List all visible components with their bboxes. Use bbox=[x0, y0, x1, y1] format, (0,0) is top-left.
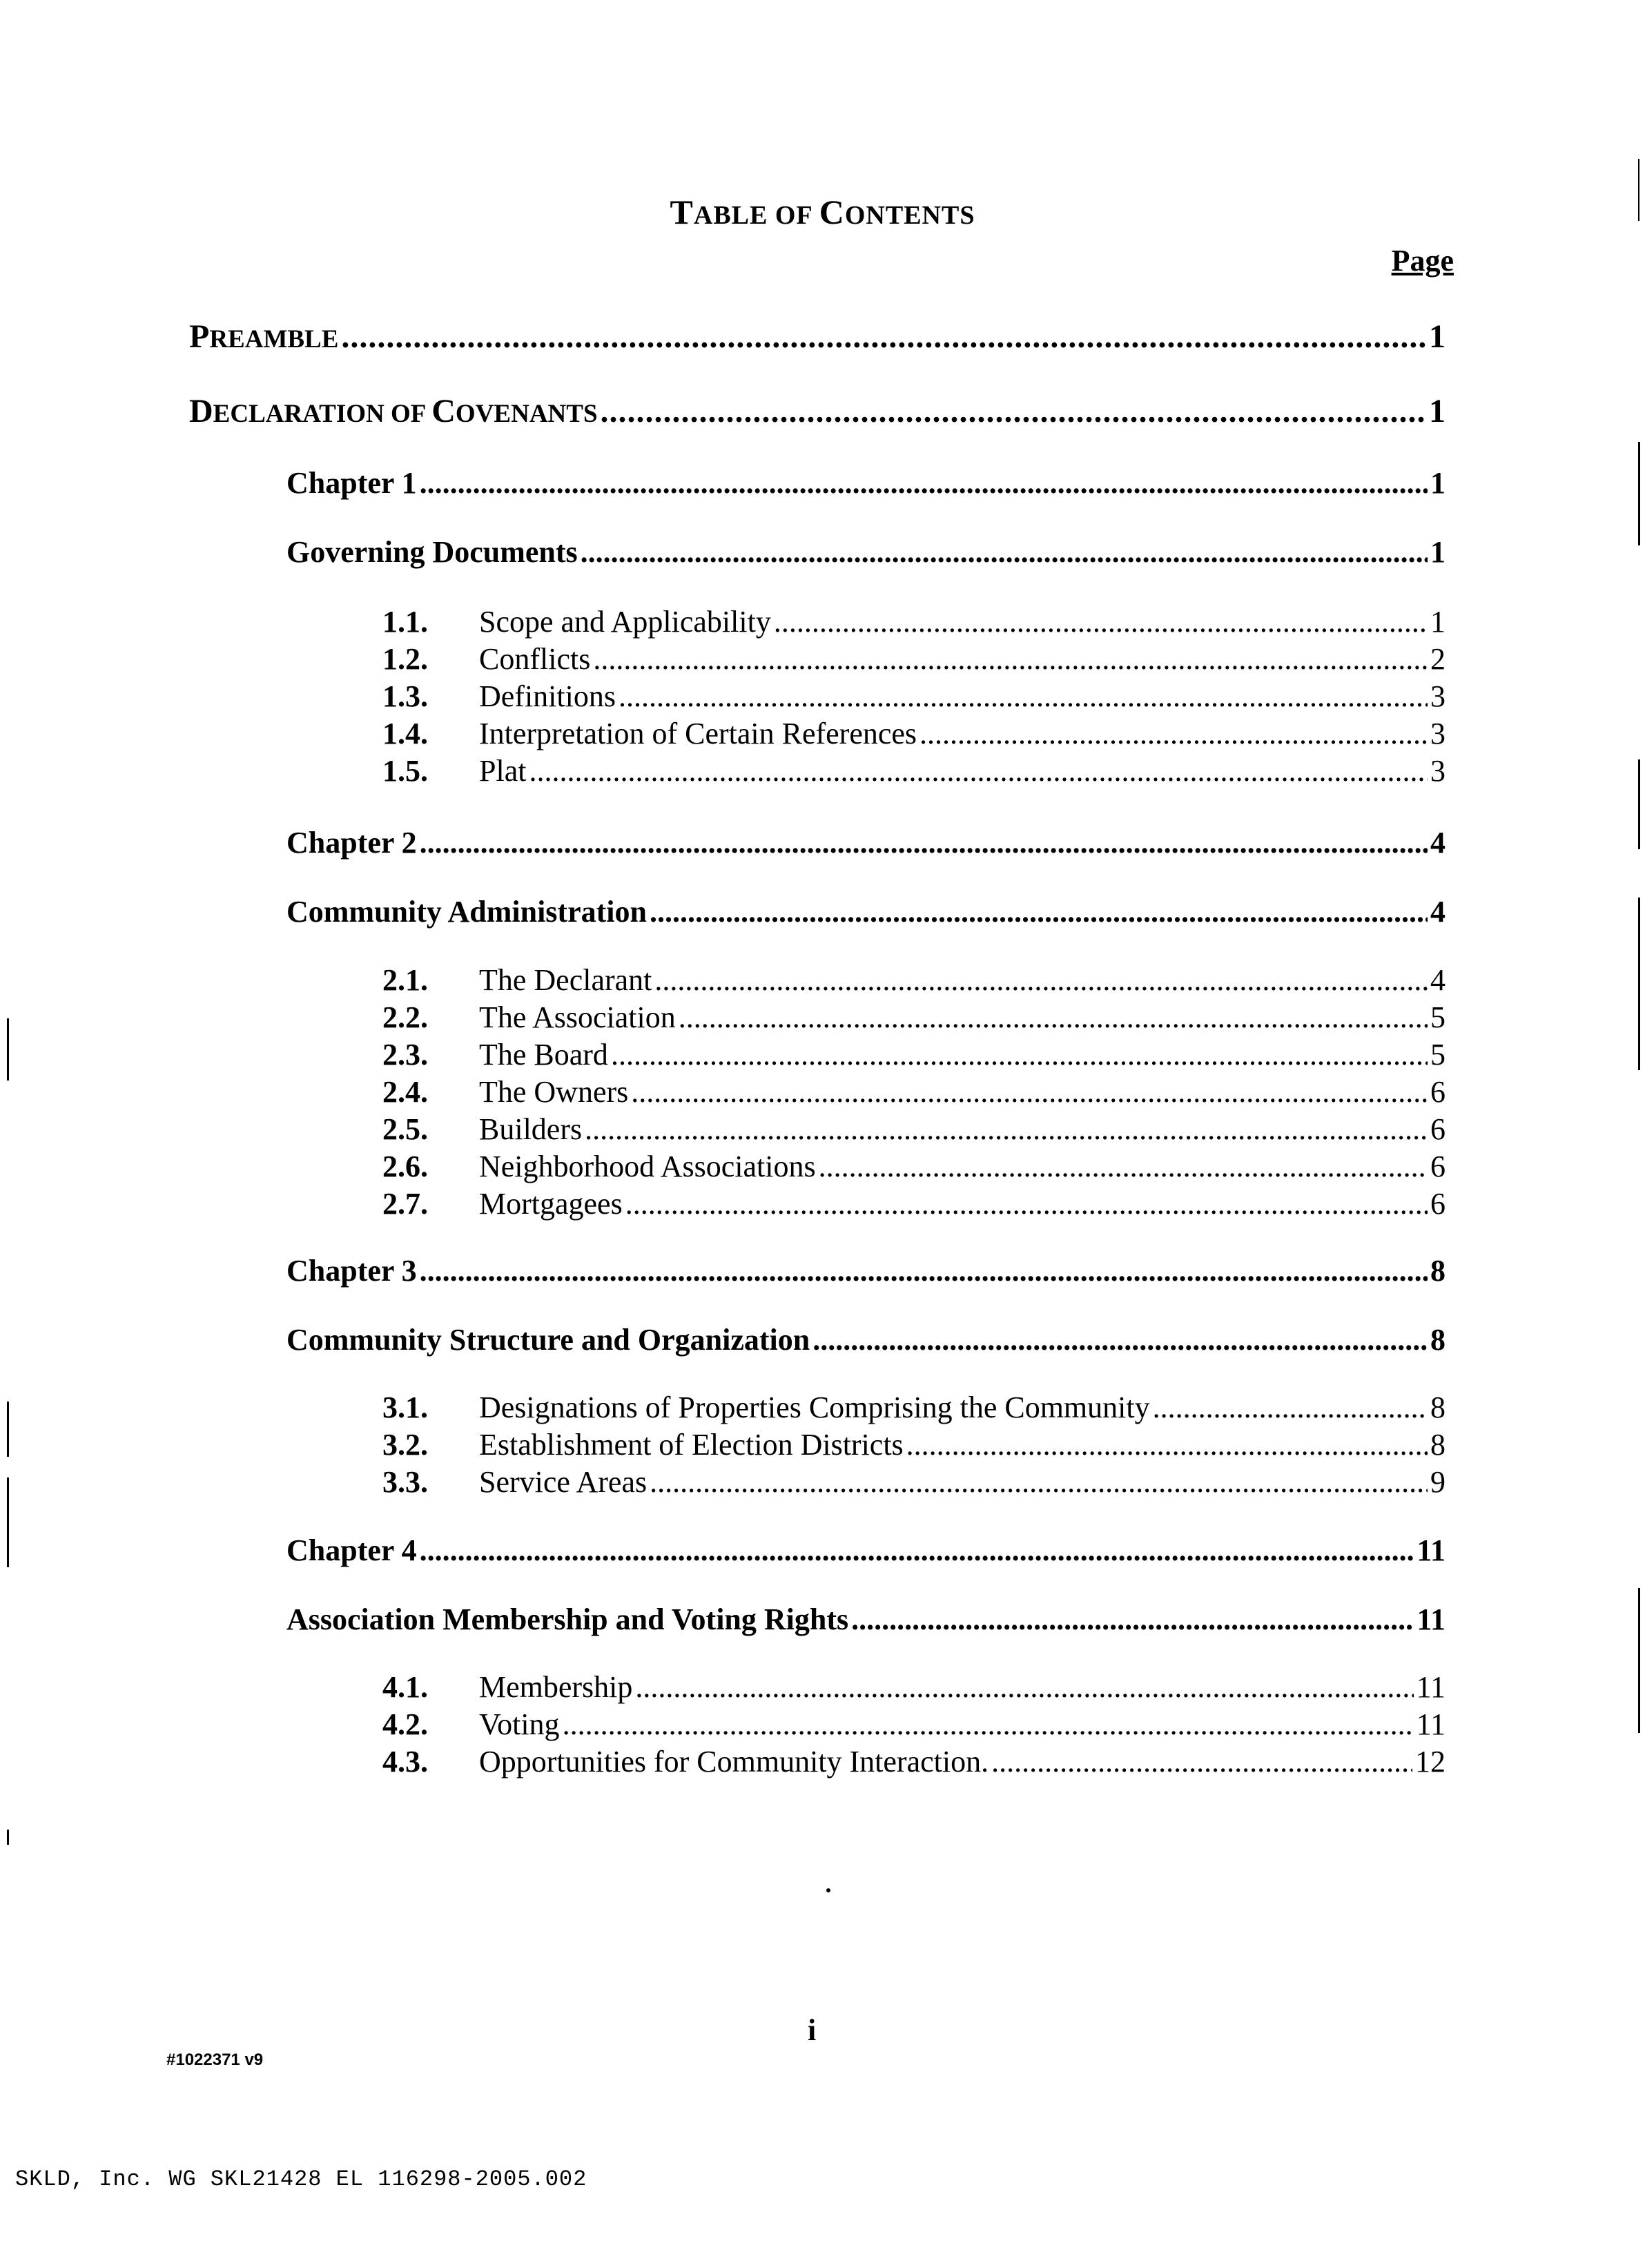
section-number: 3.1. bbox=[382, 1390, 428, 1424]
section-title: Membership bbox=[479, 1670, 633, 1704]
section-number: 2.2. bbox=[382, 1000, 428, 1034]
scan-mark bbox=[7, 1477, 9, 1567]
section-title: Definitions bbox=[479, 679, 616, 713]
section-number: 1.4. bbox=[382, 717, 428, 750]
scan-mark bbox=[1638, 159, 1639, 221]
section-number: 3.3. bbox=[382, 1465, 428, 1499]
section-number: 4.2. bbox=[382, 1707, 428, 1741]
toc-section-4-1[interactable] bbox=[382, 1669, 1446, 1705]
section-page: 11 bbox=[1416, 1707, 1446, 1741]
scan-mark bbox=[1638, 759, 1640, 849]
toc-chapter-3-heading[interactable] bbox=[286, 1322, 1446, 1357]
toc-section-2-2[interactable] bbox=[382, 1000, 1446, 1035]
section-page: 6 bbox=[1430, 1112, 1446, 1146]
toc-entry-label: PREAMBLE bbox=[189, 318, 339, 355]
dot-leader bbox=[601, 392, 1426, 430]
toc-section-4-3[interactable] bbox=[382, 1744, 1446, 1779]
toc-entry-page: 4 bbox=[1430, 895, 1446, 929]
toc-title: TABLE OF CONTENTS bbox=[670, 193, 975, 231]
dot-leader bbox=[1153, 1390, 1428, 1425]
dot-leader bbox=[585, 1112, 1428, 1147]
toc-section-3-1[interactable] bbox=[382, 1390, 1446, 1425]
dot-leader bbox=[625, 1186, 1428, 1221]
footer-page-number: i bbox=[808, 2013, 817, 2047]
section-page: 6 bbox=[1430, 1150, 1446, 1183]
section-page: 8 bbox=[1430, 1390, 1446, 1424]
toc-entry-label: Chapter 2 bbox=[286, 826, 417, 860]
toc-entry-page: 11 bbox=[1417, 1533, 1446, 1567]
dot-leader bbox=[593, 641, 1428, 677]
scan-speck bbox=[826, 1888, 830, 1892]
toc-chapter-2-heading[interactable] bbox=[286, 894, 1446, 929]
section-number: 2.1. bbox=[382, 963, 428, 997]
toc-entry-label: Chapter 4 bbox=[286, 1533, 417, 1567]
dot-leader bbox=[619, 679, 1428, 714]
toc-entry-page: 1 bbox=[1430, 535, 1446, 569]
dot-leader bbox=[679, 1000, 1428, 1035]
section-number: 2.3. bbox=[382, 1038, 428, 1072]
scan-mark bbox=[7, 1018, 9, 1080]
toc-entry-declaration-of-covenants[interactable] bbox=[189, 392, 1446, 430]
dot-leader bbox=[812, 1322, 1428, 1357]
toc-entry-page: 1 bbox=[1429, 393, 1446, 429]
toc-entry-page: 8 bbox=[1430, 1254, 1446, 1288]
section-page: 3 bbox=[1430, 754, 1446, 788]
toc-section-1-5[interactable] bbox=[382, 753, 1446, 788]
toc-entry-page: 1 bbox=[1430, 466, 1446, 500]
toc-section-1-3[interactable] bbox=[382, 679, 1446, 714]
toc-chapter-4-heading[interactable] bbox=[286, 1602, 1446, 1637]
section-number: 2.4. bbox=[382, 1075, 428, 1109]
dot-leader bbox=[611, 1037, 1428, 1072]
dot-leader bbox=[581, 534, 1428, 570]
section-page: 4 bbox=[1430, 963, 1446, 997]
section-page: 5 bbox=[1430, 1000, 1446, 1034]
toc-section-3-3[interactable] bbox=[382, 1464, 1446, 1500]
section-number: 4.1. bbox=[382, 1670, 428, 1704]
toc-section-2-7[interactable] bbox=[382, 1186, 1446, 1221]
toc-chapter-2[interactable] bbox=[286, 825, 1446, 860]
section-number: 3.2. bbox=[382, 1428, 428, 1462]
section-page: 9 bbox=[1430, 1465, 1446, 1499]
dot-leader bbox=[420, 1533, 1414, 1568]
dot-leader bbox=[819, 1149, 1428, 1184]
toc-entry-label: Community Administration bbox=[286, 895, 647, 929]
toc-entry-label: Chapter 3 bbox=[286, 1254, 417, 1288]
toc-section-2-4[interactable] bbox=[382, 1074, 1446, 1109]
section-title: Mortgagees bbox=[479, 1187, 623, 1221]
section-title: The Declarant bbox=[479, 963, 652, 997]
toc-entry-label: Association Membership and Voting Rights bbox=[286, 1602, 849, 1636]
scan-mark bbox=[7, 1830, 9, 1845]
toc-section-4-2[interactable] bbox=[382, 1707, 1446, 1742]
scan-mark bbox=[1638, 898, 1640, 1070]
section-number: 2.7. bbox=[382, 1187, 428, 1221]
toc-chapter-1[interactable] bbox=[286, 465, 1446, 501]
dot-leader bbox=[650, 894, 1428, 929]
section-title: Opportunities for Community Interaction. bbox=[479, 1745, 989, 1778]
page-column-heading: Page bbox=[1391, 244, 1454, 278]
toc-chapter-4[interactable] bbox=[286, 1533, 1446, 1568]
dot-leader bbox=[631, 1074, 1428, 1109]
dot-leader bbox=[341, 318, 1426, 356]
toc-section-1-4[interactable] bbox=[382, 716, 1446, 751]
scan-mark bbox=[7, 1402, 9, 1457]
dot-leader bbox=[774, 604, 1428, 639]
toc-entry-label: Governing Documents bbox=[286, 535, 578, 569]
toc-section-1-1[interactable] bbox=[382, 604, 1446, 639]
dot-leader bbox=[650, 1464, 1428, 1500]
dot-leader bbox=[906, 1427, 1428, 1462]
dot-leader bbox=[563, 1707, 1414, 1742]
section-number: 1.3. bbox=[382, 679, 428, 713]
section-page: 6 bbox=[1430, 1187, 1446, 1221]
toc-section-1-2[interactable] bbox=[382, 641, 1446, 677]
section-number: 1.2. bbox=[382, 642, 428, 676]
section-title: Service Areas bbox=[479, 1465, 648, 1499]
section-page: 3 bbox=[1430, 717, 1446, 750]
dot-leader bbox=[919, 716, 1428, 751]
dot-leader bbox=[991, 1744, 1412, 1779]
toc-entry-preamble[interactable] bbox=[189, 318, 1446, 356]
section-title: Builders bbox=[479, 1112, 583, 1146]
section-number: 2.5. bbox=[382, 1112, 428, 1146]
toc-section-2-1[interactable] bbox=[382, 962, 1446, 998]
section-title: Interpretation of Certain References bbox=[479, 717, 917, 750]
toc-entry-page: 11 bbox=[1417, 1602, 1446, 1636]
document-id: #1022371 v9 bbox=[166, 2051, 264, 2069]
dot-leader bbox=[529, 753, 1428, 788]
scan-mark bbox=[1638, 442, 1640, 545]
toc-entry-label: Chapter 1 bbox=[286, 466, 417, 500]
section-title: The Owners bbox=[479, 1075, 629, 1109]
section-title: Voting bbox=[479, 1707, 560, 1741]
toc-chapter-1-heading[interactable] bbox=[286, 534, 1446, 570]
section-page: 11 bbox=[1416, 1670, 1446, 1704]
toc-section-3-2[interactable] bbox=[382, 1427, 1446, 1462]
section-title: Neighborhood Associations bbox=[479, 1150, 816, 1183]
dot-leader bbox=[420, 1253, 1428, 1288]
section-page: 12 bbox=[1415, 1745, 1446, 1778]
toc-section-2-6[interactable] bbox=[382, 1149, 1446, 1184]
toc-entry-page: 4 bbox=[1430, 826, 1446, 860]
toc-section-2-5[interactable] bbox=[382, 1112, 1446, 1147]
scan-mark bbox=[1638, 1588, 1640, 1733]
section-page: 8 bbox=[1430, 1428, 1446, 1462]
dot-leader bbox=[851, 1602, 1414, 1637]
toc-entry-page: 1 bbox=[1429, 318, 1446, 355]
dot-leader bbox=[635, 1669, 1413, 1705]
toc-chapter-3[interactable] bbox=[286, 1253, 1446, 1288]
section-title: Establishment of Election Districts bbox=[479, 1428, 904, 1462]
section-number: 4.3. bbox=[382, 1745, 428, 1778]
section-number: 1.1. bbox=[382, 605, 428, 639]
section-title: The Association bbox=[479, 1000, 676, 1034]
section-title: Plat bbox=[479, 754, 527, 788]
section-page: 3 bbox=[1430, 679, 1446, 713]
section-title: The Board bbox=[479, 1038, 608, 1072]
section-number: 2.6. bbox=[382, 1150, 428, 1183]
section-page: 1 bbox=[1430, 605, 1446, 639]
toc-entry-label: DECLARATION OF COVENANTS bbox=[189, 393, 598, 429]
toc-section-2-3[interactable] bbox=[382, 1037, 1446, 1072]
section-number: 1.5. bbox=[382, 754, 428, 788]
toc-entry-page: 8 bbox=[1430, 1323, 1446, 1357]
scan-stamp: SKLD, Inc. WG SKL21428 EL 116298-2005.002 bbox=[15, 2167, 587, 2192]
dot-leader bbox=[654, 962, 1428, 998]
section-page: 2 bbox=[1430, 642, 1446, 676]
section-title: Scope and Applicability bbox=[479, 605, 771, 639]
section-title: Designations of Properties Comprising the Community bbox=[479, 1390, 1150, 1424]
section-title: Conflicts bbox=[479, 642, 591, 676]
dot-leader bbox=[420, 465, 1428, 501]
section-page: 5 bbox=[1430, 1038, 1446, 1072]
dot-leader bbox=[420, 825, 1428, 860]
section-page: 6 bbox=[1430, 1075, 1446, 1109]
toc-entry-label: Community Structure and Organization bbox=[286, 1323, 810, 1357]
